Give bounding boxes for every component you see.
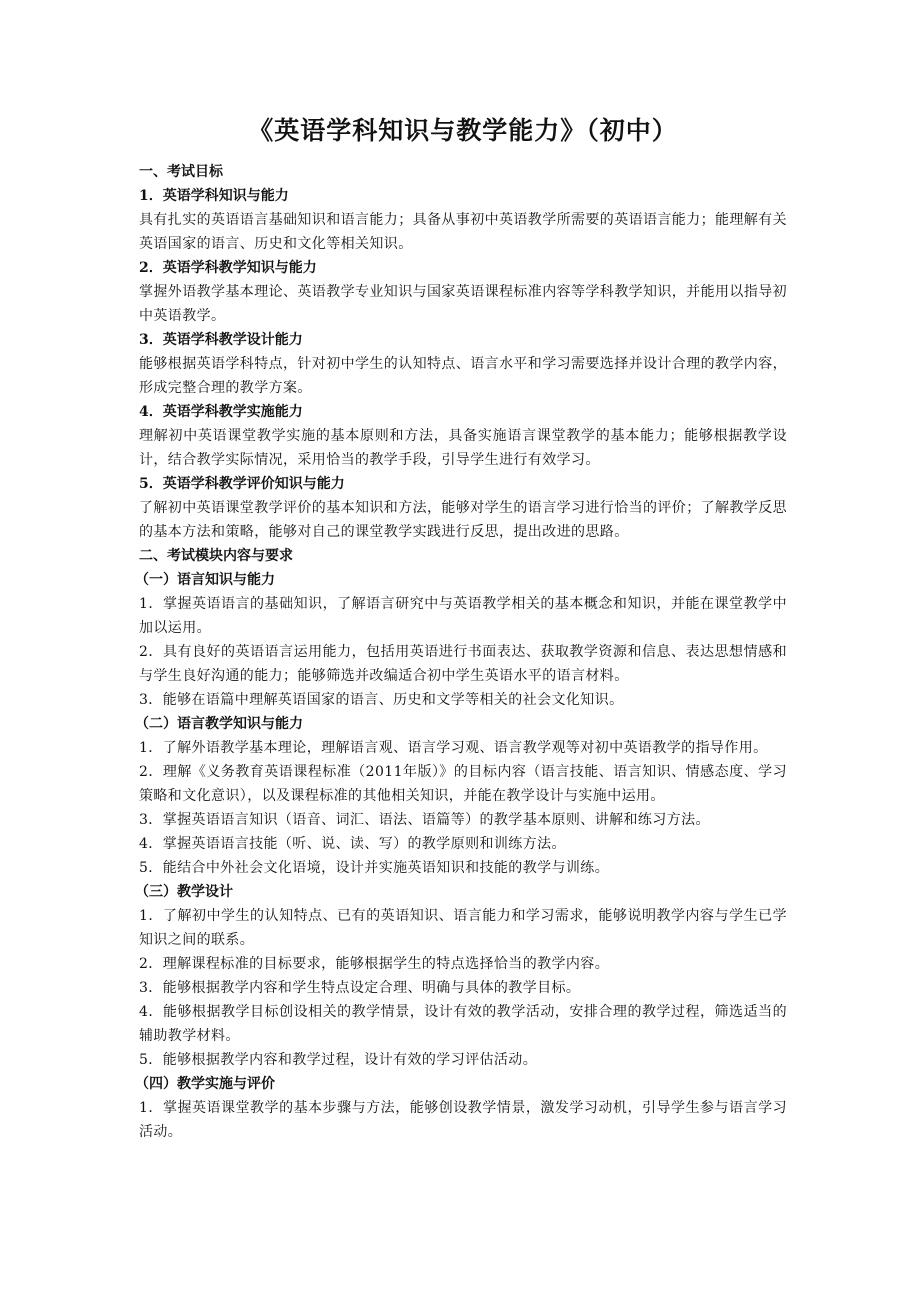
list-item: 1．了解外语教学基本理论，理解语言观、语言学习观、语言教学观等对初中英语教学的指导作用。 bbox=[139, 740, 768, 756]
document-title: 《英语学科知识与教学能力》（初中） bbox=[248, 116, 678, 145]
subsection-teaching-design bbox=[135, 880, 787, 1072]
item-text: 理解初中英语课堂教学实施的基本原则和方法，具备实施语言课堂教学的基本能力；能够根据教学设计，结合教学实际情况，采用恰当的教学手段，引导学生进行有效学习。 bbox=[139, 428, 787, 468]
section-exam-modules bbox=[135, 544, 787, 1144]
list-item: 2．理解课程标准的目标要求，能够根据学生的特点选择恰当的教学内容。 bbox=[139, 956, 610, 972]
list-item: 3．掌握英语语言知识（语音、词汇、语法、语篇等）的教学基本原则、讲解和练习方法。 bbox=[139, 812, 710, 828]
item-heading: 4．英语学科教学实施能力 bbox=[139, 404, 303, 420]
list-item: 4．能够根据教学目标创设相关的教学情景，设计有效的教学活动，安排合理的教学过程，筛选适当的辅助教学材料。 bbox=[139, 1004, 787, 1044]
item-heading: 5．英语学科教学评价知识与能力 bbox=[139, 476, 345, 492]
subsection-teaching-implementation bbox=[135, 1072, 787, 1144]
item-text: 能够根据英语学科特点，针对初中学生的认知特点、语言水平和学习需要选择并设计合理的教学内容，形成完整合理的教学方案。 bbox=[139, 356, 787, 396]
document-page bbox=[135, 112, 787, 1144]
item-text: 具有扎实的英语语言基础知识和语言能力；具备从事初中英语教学所需要的英语语言能力；能理解有关英语国家的语言、历史和文化等相关知识。 bbox=[139, 212, 787, 252]
subsection-heading: （四）教学实施与评价 bbox=[135, 1076, 275, 1092]
item-heading: 3．英语学科教学设计能力 bbox=[139, 332, 303, 348]
section-exam-objectives bbox=[139, 160, 787, 544]
list-item: 2．具有良好的英语语言运用能力，包括用英语进行书面表达、获取教学资源和信息、表达思想情感和与学生良好沟通的能力；能够筛选并改编适合初中学生英语水平的语言材料。 bbox=[139, 644, 787, 684]
list-item: 3．能够在语篇中理解英语国家的语言、历史和文学等相关的社会文化知识。 bbox=[139, 692, 624, 708]
list-item: 5．能够根据教学内容和教学过程，设计有效的学习评估活动。 bbox=[139, 1052, 538, 1068]
subsection-heading: （二）语言教学知识与能力 bbox=[135, 716, 303, 732]
subsection-heading: （三）教学设计 bbox=[135, 884, 233, 900]
item-text: 掌握外语教学基本理论、英语教学专业知识与国家英语课程标准内容等学科教学知识，并能用以指导初中英语教学。 bbox=[139, 284, 787, 324]
list-item: 1．掌握英语语言的基础知识，了解语言研究中与英语教学相关的基本概念和知识，并能在课堂教学中加以运用。 bbox=[139, 596, 787, 636]
item-text: 了解初中英语课堂教学评价的基本知识和方法，能够对学生的语言学习进行恰当的评价；了解教学反思的基本方法和策略，能够对自己的课堂教学实践进行反思，提出改进的思路。 bbox=[139, 500, 787, 540]
list-item: 1．了解初中学生的认知特点、已有的英语知识、语言能力和学习需求，能够说明教学内容与学生已学知识之间的联系。 bbox=[139, 908, 787, 948]
list-item: 3．能够根据教学内容和学生特点设定合理、明确与具体的教学目标。 bbox=[139, 980, 581, 996]
subsection-heading: （一）语言知识与能力 bbox=[135, 572, 275, 588]
list-item: 2．理解《义务教育英语课程标准（2011年版）》的目标内容（语言技能、语言知识、情感态度、学习策略和文化意识），以及课程标准的其他相关知识，并能在教学设计与实施中运用。 bbox=[139, 764, 787, 804]
list-item: 1．掌握英语课堂教学的基本步骤与方法，能够创设教学情景，激发学习动机，引导学生参与语言学习活动。 bbox=[139, 1100, 787, 1140]
subsection-language-teaching bbox=[135, 712, 787, 880]
list-item: 5．能结合中外社会文化语境，设计并实施英语知识和技能的教学与训练。 bbox=[139, 860, 610, 876]
item-heading: 2．英语学科教学知识与能力 bbox=[139, 260, 317, 276]
section-heading: 二、考试模块内容与要求 bbox=[139, 548, 293, 564]
subsection-language-knowledge bbox=[135, 568, 787, 712]
item-heading: 1．英语学科知识与能力 bbox=[139, 188, 289, 204]
section-heading: 一、考试目标 bbox=[139, 164, 223, 180]
list-item: 4．掌握英语语言技能（听、说、读、写）的教学原则和训练方法。 bbox=[139, 836, 566, 852]
